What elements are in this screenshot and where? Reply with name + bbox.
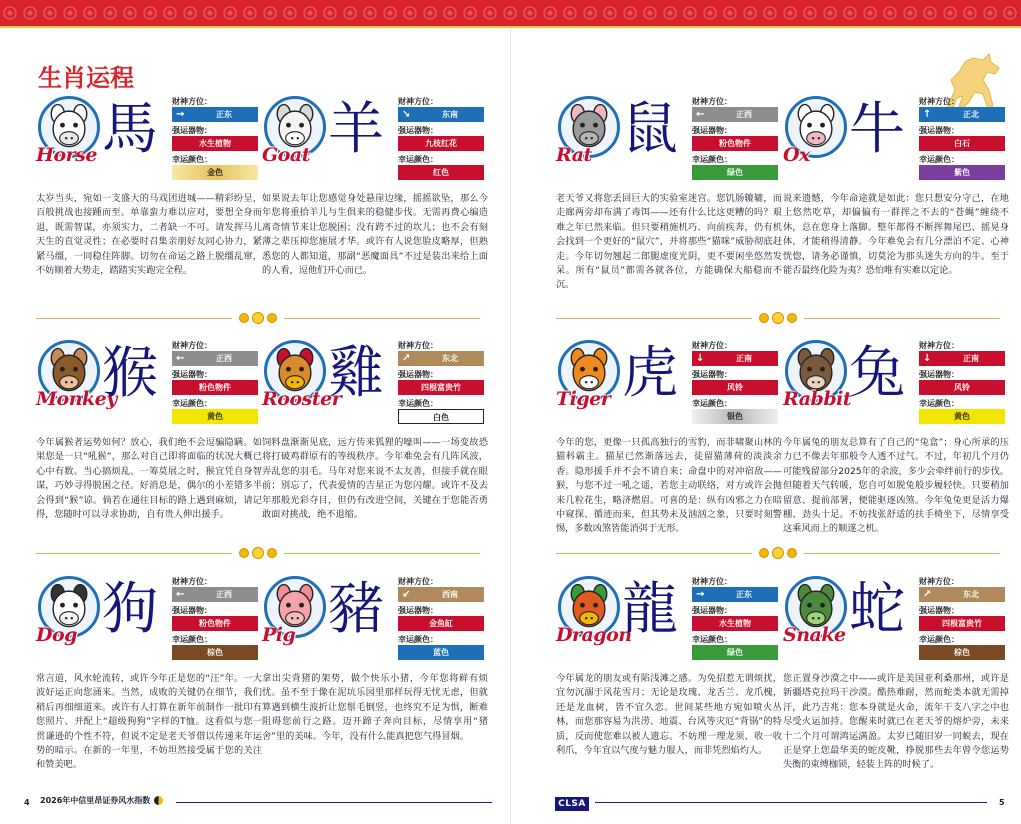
- yin-yang-icon: [154, 796, 163, 805]
- direction-label: 财神方位：: [172, 577, 212, 586]
- wealth-direction-badge: [398, 107, 484, 122]
- horse-english-name: Horse: [36, 144, 97, 166]
- object-label: 强运器物：: [919, 370, 959, 379]
- lucky-color-badge: 白色: [398, 409, 484, 424]
- zodiac-card-dog: [36, 576, 262, 786]
- lucky-color-badge: 棕色: [172, 645, 258, 660]
- direction-label: 财神方位：: [172, 97, 212, 106]
- footer-rule: [595, 802, 987, 803]
- dog-fortune-attributes: [172, 576, 258, 663]
- snake-chinese-character: 蛇: [849, 577, 905, 642]
- coin-ornament-icon: [759, 311, 797, 325]
- footer-rule: [176, 802, 492, 803]
- horse-forecast-text: 太岁当头，宛如一支盛大的马戏团进城——精彩纷呈，百般挑战也接踵而至。单靠蛮力难以应对，要想全身而退，既需智谋，亦须实力，二者缺一不可。请发挥马儿天生的直觉灵性；在必要时召集亲朋好友同心协力，紧紧马缰，一同稳住阵脚。切勿在命运之路上脱缰乱窜，不妨顺着大势走，踏踏实实跑完全程。: [36, 193, 262, 277]
- dragon-forecast-text: 今年属龙的朋友或有陷浅滩之感。为免招惹无谓烦扰，宜勿沉溺于风花雪月；无论是玫瑰、龙舌兰、龙爪槐，还是龙血树，皆不宜久恋。世间某些地方宛如喷火丛林，而您那容易为洪涝、地震、台风等灾厄“背锅”的特质，反而使您难以被人遗忘。不妨理一理龙须、收一收利爪，今年宜以气度与魅力服人，而非凭烈焰灼人。: [556, 673, 782, 757]
- goat-fortune-attributes: [398, 96, 484, 183]
- wealth-direction-badge: [398, 587, 484, 602]
- rat-english-name: Rat: [556, 144, 592, 166]
- lucky-object-badge: 粉色物件: [692, 136, 778, 151]
- color-label: 幸运颜色：: [172, 635, 212, 644]
- zodiac-card-rooster: [262, 340, 488, 550]
- lucky-color-badge: 紫色: [919, 165, 1005, 180]
- color-label: 幸运颜色：: [919, 155, 959, 164]
- zodiac-card-snake: [783, 576, 1009, 786]
- rabbit-forecast-text: 今年属兔的朋友总算有了自己的“兔盒”；身心所承的压力已不像去年那般令人透不过气。不过，年初几个月仍可能残留部分2025年的余波，多少会牵绊前行的步伐。但随着天气转暖，您自可如脱兔般步履轻快。只要稍加留意、提前部署，便能驱逐凶煞。今年兔兔更是活力爆棚、劲头十足。不妨找张舒适的扶手椅坐下，尽情享受这乘风而上的顺遂之机。: [783, 437, 1009, 535]
- monkey-forecast-text: 今年属猴者运势如何？放心，我们绝不会逗骗隐瞒。如果您是一只“吼猴”，那么对自己即将面临的状况大概已心中有数。当心搞烦乱、一筹莫展之时，猴宜凭自身智谋，巧妙寻得脱困之径。好消息是，偶尔的小差错多半会得到“猴”谅。倘若在通往目标的路上遇到麻烦，请记得，您随时可以寻求协助，自有贵人伸出援手。: [36, 437, 262, 521]
- direction-arrow-icon: ↓: [923, 353, 932, 364]
- lucky-object-badge: 四根富贵竹: [919, 616, 1005, 631]
- object-label: 强运器物：: [919, 606, 959, 615]
- zodiac-card-dragon: [556, 576, 782, 786]
- color-label: 幸运颜色：: [692, 635, 732, 644]
- wealth-direction-badge: [692, 107, 778, 122]
- zodiac-card-horse: [36, 96, 262, 306]
- direction-value: 正南: [736, 354, 752, 363]
- right-page: [511, 28, 1021, 824]
- direction-arrow-icon: ↘: [402, 109, 411, 120]
- ox-chinese-character: 牛: [849, 97, 905, 162]
- coin-ornament-icon: [759, 546, 797, 560]
- ox-english-name: Ox: [783, 144, 810, 166]
- rooster-english-name: Rooster: [262, 388, 342, 410]
- lucky-object-badge: 九枝红花: [398, 136, 484, 151]
- monkey-fortune-attributes: [172, 340, 258, 427]
- tiger-english-name: Tiger: [556, 388, 611, 410]
- pig-forecast-text: 拿出尖背猪的架势，做个快乐小猪，今年您将鲜有烦忧。虽不至于像在泥坑乐园里那样玩得无忧无虑，但就算遇到横生波折让您鬃毛倒竖，也终究不足为惧，断难阻碍您前行之路。迈开蹄子奔向目标，尽情享用“猪舍”里的美味。今年，没有什么能真把您气得冒烟。: [262, 673, 488, 742]
- color-label: 幸运颜色：: [398, 155, 438, 164]
- section-divider: [556, 546, 1000, 560]
- monkey-chinese-character: 猴: [102, 341, 158, 406]
- object-label: 强运器物：: [398, 370, 438, 379]
- direction-label: 财神方位：: [919, 341, 959, 350]
- dog-english-name: Dog: [36, 624, 77, 646]
- object-label: 强运器物：: [692, 126, 732, 135]
- wealth-direction-badge: [919, 107, 1005, 122]
- color-label: 幸运颜色：: [692, 399, 732, 408]
- rat-fortune-attributes: [692, 96, 778, 183]
- tiger-fortune-attributes: [692, 340, 778, 427]
- direction-arrow-icon: ↗: [402, 353, 411, 364]
- wealth-direction-badge: [172, 587, 258, 602]
- footer-title-text: 2026年中信里昂证券风水指数: [40, 796, 151, 805]
- lucky-object-badge: 粉色物件: [172, 616, 258, 631]
- direction-label: 财神方位：: [919, 577, 959, 586]
- zodiac-card-rabbit: [783, 340, 1009, 550]
- goat-forecast-text: 如果说去年让您感觉身处悬崖边缘，摇摇欲坠，那么今年您将重拾羊儿与生俱来的稳健步伐。无需再费心编造离奇情节来让您脱困；没有跨不过的坎儿；也不会有刻薄之辈压抑您施展才华。或许有人说您脸皮略厚，但熟悉您的人都知道，那副“恶魔面具”不过是装出来给上面的人看，逗他们开心而已。: [262, 193, 488, 277]
- rabbit-fortune-attributes: [919, 340, 1005, 427]
- left-page: [0, 28, 510, 824]
- direction-label: 财神方位：: [692, 341, 732, 350]
- wealth-direction-badge: [919, 587, 1005, 602]
- object-label: 强运器物：: [172, 370, 212, 379]
- lucky-object-badge: 粉色物件: [172, 380, 258, 395]
- object-label: 强运器物：: [398, 126, 438, 135]
- direction-value: 东南: [442, 110, 458, 119]
- direction-value: 正西: [736, 110, 752, 119]
- direction-label: 财神方位：: [398, 341, 438, 350]
- pig-fortune-attributes: [398, 576, 484, 663]
- dragon-fortune-attributes: [692, 576, 778, 663]
- lucky-object-badge: 水生植物: [692, 616, 778, 631]
- direction-value: 正南: [963, 354, 979, 363]
- lucky-color-badge: 绿色: [692, 645, 778, 660]
- wealth-direction-badge: [919, 351, 1005, 366]
- direction-label: 财神方位：: [692, 577, 732, 586]
- color-label: 幸运颜色：: [398, 635, 438, 644]
- rooster-forecast-text: 饲料盘渐渐见底，远方传来狐狸的嚎叫——一场变故恐将打破鸡群原有的等级秩序。今年难免会有几阵风波，弄乱您的羽毛。马年对您来说不太友善，但接手就在眼前；别忘了，代表爱情的吉星正为您闪耀。或许不及去年那般光彩夺目，但仍有改进空间，关键在于您能否勇敢面对挑战，绝不退缩。: [262, 437, 488, 521]
- lucky-color-badge: 蓝色: [398, 645, 484, 660]
- section-divider: [36, 311, 480, 325]
- horse-fortune-attributes: [172, 96, 258, 183]
- dragon-chinese-character: 龍: [622, 577, 678, 642]
- direction-value: 正北: [963, 110, 979, 119]
- zodiac-card-tiger: [556, 340, 782, 550]
- lucky-object-badge: 四根富贵竹: [398, 380, 484, 395]
- direction-arrow-icon: ←: [176, 353, 185, 364]
- monkey-english-name: Monkey: [36, 388, 117, 410]
- object-label: 强运器物：: [398, 606, 438, 615]
- direction-value: 西南: [442, 590, 458, 599]
- pig-english-name: Pig: [262, 624, 296, 646]
- color-label: 幸运颜色：: [398, 399, 438, 408]
- object-label: 强运器物：: [692, 370, 732, 379]
- wealth-direction-badge: [398, 351, 484, 366]
- wealth-direction-badge: [692, 351, 778, 366]
- rabbit-english-name: Rabbit: [783, 388, 852, 410]
- direction-value: 正东: [216, 110, 232, 119]
- color-label: 幸运颜色：: [919, 635, 959, 644]
- lucky-color-badge: 黄色: [172, 409, 258, 424]
- direction-arrow-icon: ←: [696, 109, 705, 120]
- object-label: 强运器物：: [172, 126, 212, 135]
- zodiac-card-pig: [262, 576, 488, 786]
- snake-forecast-text: 您正置身沙漠之中——或许是美国亚利桑那州，或许是新疆塔克拉玛干沙漠。酷热难耐，然而蛇类本就无需掉汗，此乃吉兆：您本身就是火命，流年干支八字之中也尽受火运加持。您醒来时就已在老天爷的熔炉旁，未来十二个月可谓鸿运满盈。太岁已随旧岁一同蜕去，现在正是穿上您最华美的蛇皮靴，挣脱那些去年曾令您运势失衡的束缚枷锁，轻装上阵的时候了。: [783, 673, 1009, 771]
- lucky-object-badge: 白石: [919, 136, 1005, 151]
- goat-chinese-character: 羊: [328, 97, 384, 162]
- zodiac-card-rat: [556, 96, 782, 306]
- lucky-object-badge: 金鱼缸: [398, 616, 484, 631]
- lucky-color-badge: 红色: [398, 165, 484, 180]
- direction-label: 财神方位：: [919, 97, 959, 106]
- snake-fortune-attributes: [919, 576, 1005, 663]
- direction-arrow-icon: ←: [176, 589, 185, 600]
- page-number: 4: [24, 798, 30, 807]
- lucky-color-badge: 金色: [172, 165, 258, 180]
- color-label: 幸运颜色：: [692, 155, 732, 164]
- tiger-forecast-text: 今年的您，更像一只孤高独行的雪豹，而非啸聚山林的猫科霸主。猫星已然渐落远去，徒留猫薄荷的淡淡余香。隐形援手并不会不请自来；命盘中的对冲宿敌——猴，与您不过一吼之遥，若您主动联络，对方或许会抛来几粒花生，略济燃眉。可喜的是：纵有凶邪之力在暗中窥探、循迹而来，但其势未及汹汹之象，只要时刻警惕，多数凶煞皆能消弭于无形。: [556, 437, 782, 535]
- direction-arrow-icon: ↙: [402, 589, 411, 600]
- rat-forecast-text: 老天爷又将您丢回巨大的实验室迷宫。您饥肠辘辘，而走廊两旁却布满了毒饵——还有什么比这更糟的吗？艰难之年已然来临。但只要稍施机巧、向前疾奔，仍有机会找到一个更好的“鼠穴”，并将那些“猫咪”威胁彻底赶走。今年切勿翘起二郎腿虚度光阴，更不要闲坐悠然发呆。所有“鼠员”都需各就各位，方能确保大船稳而不沉。: [556, 193, 782, 291]
- decorative-top-band: [0, 0, 1021, 26]
- direction-label: 财神方位：: [398, 97, 438, 106]
- direction-value: 东北: [442, 354, 458, 363]
- wealth-direction-badge: [692, 587, 778, 602]
- goat-english-name: Goat: [262, 144, 310, 166]
- object-label: 强运器物：: [692, 606, 732, 615]
- direction-value: 正西: [216, 354, 232, 363]
- lucky-object-badge: 风铃: [919, 380, 1005, 395]
- direction-value: 正西: [216, 590, 232, 599]
- rabbit-chinese-character: 兔: [849, 341, 905, 406]
- rat-chinese-character: 鼠: [622, 97, 678, 162]
- footer-title: [40, 795, 163, 806]
- dog-forecast-text: 常言道，风水轮流转，或许今年正是您的“汪”年。一大波好运正向您涌来。当然，成败的关键仍在细节，我们稍后再细细道来。或许有人打算在新年前制作一批印有您照片、并配上“超级狗狗”字样的T恤。这看似与您一贯谦逊的个性不符，但说不定是老天爷借以传递来年运势的暗示。在新的一年里，不妨坦然接受属于您的关注和赞美吧。: [36, 673, 262, 771]
- lucky-object-badge: 水生植物: [172, 136, 258, 151]
- zodiac-card-goat: [262, 96, 488, 306]
- ox-forecast-text: 说来遗憾，今年命途就是如此：您只想安分守己，在地上悠然吃草，却偏偏有一群挥之不去的“苍蝇”缠绕不休，总在您身上落脚。整年都得不断挥舞尾巴、摇晃身体，才能稍得清静。今年难免会有几分漂泊不定、心神恍惚，请务必谨慎，切莫沦为那头迷失方向的牛。至于能否最终化险为夷？恐怕唯有实难以定论。: [783, 193, 1009, 277]
- zodiac-card-monkey: [36, 340, 262, 550]
- direction-value: 东北: [963, 590, 979, 599]
- direction-arrow-icon: ↓: [696, 353, 705, 364]
- lucky-object-badge: 风铃: [692, 380, 778, 395]
- rooster-chinese-character: 雞: [328, 341, 384, 406]
- color-label: 幸运颜色：: [172, 155, 212, 164]
- lucky-color-badge: 银色: [692, 409, 778, 424]
- page-number: 5: [999, 798, 1005, 807]
- direction-label: 财神方位：: [172, 341, 212, 350]
- direction-arrow-icon: ↑: [923, 109, 932, 120]
- direction-arrow-icon: →: [176, 109, 185, 120]
- direction-label: 财神方位：: [692, 97, 732, 106]
- coin-ornament-icon: [239, 546, 277, 560]
- wealth-direction-badge: [172, 351, 258, 366]
- pig-chinese-character: 豬: [328, 577, 384, 642]
- lucky-color-badge: 棕色: [919, 645, 1005, 660]
- section-divider: [556, 311, 1000, 325]
- direction-arrow-icon: ↗: [923, 589, 932, 600]
- direction-label: 财神方位：: [398, 577, 438, 586]
- color-label: 幸运颜色：: [172, 399, 212, 408]
- dragon-english-name: Dragon: [556, 624, 632, 646]
- color-label: 幸运颜色：: [919, 399, 959, 408]
- page-title: 生肖运程: [38, 64, 134, 92]
- direction-value: 正东: [736, 590, 752, 599]
- section-divider: [36, 546, 480, 560]
- horse-chinese-character: 馬: [102, 97, 158, 162]
- direction-arrow-icon: →: [696, 589, 705, 600]
- ox-fortune-attributes: [919, 96, 1005, 183]
- clsa-logo: CLSA: [555, 797, 589, 811]
- rooster-fortune-attributes: [398, 340, 484, 427]
- tiger-chinese-character: 虎: [622, 341, 678, 406]
- wealth-direction-badge: [172, 107, 258, 122]
- coin-ornament-icon: [239, 311, 277, 325]
- lucky-color-badge: 绿色: [692, 165, 778, 180]
- snake-english-name: Snake: [783, 624, 846, 646]
- object-label: 强运器物：: [919, 126, 959, 135]
- dog-chinese-character: 狗: [102, 577, 158, 642]
- lucky-color-badge: 黄色: [919, 409, 1005, 424]
- zodiac-card-ox: [783, 96, 1009, 306]
- object-label: 强运器物：: [172, 606, 212, 615]
